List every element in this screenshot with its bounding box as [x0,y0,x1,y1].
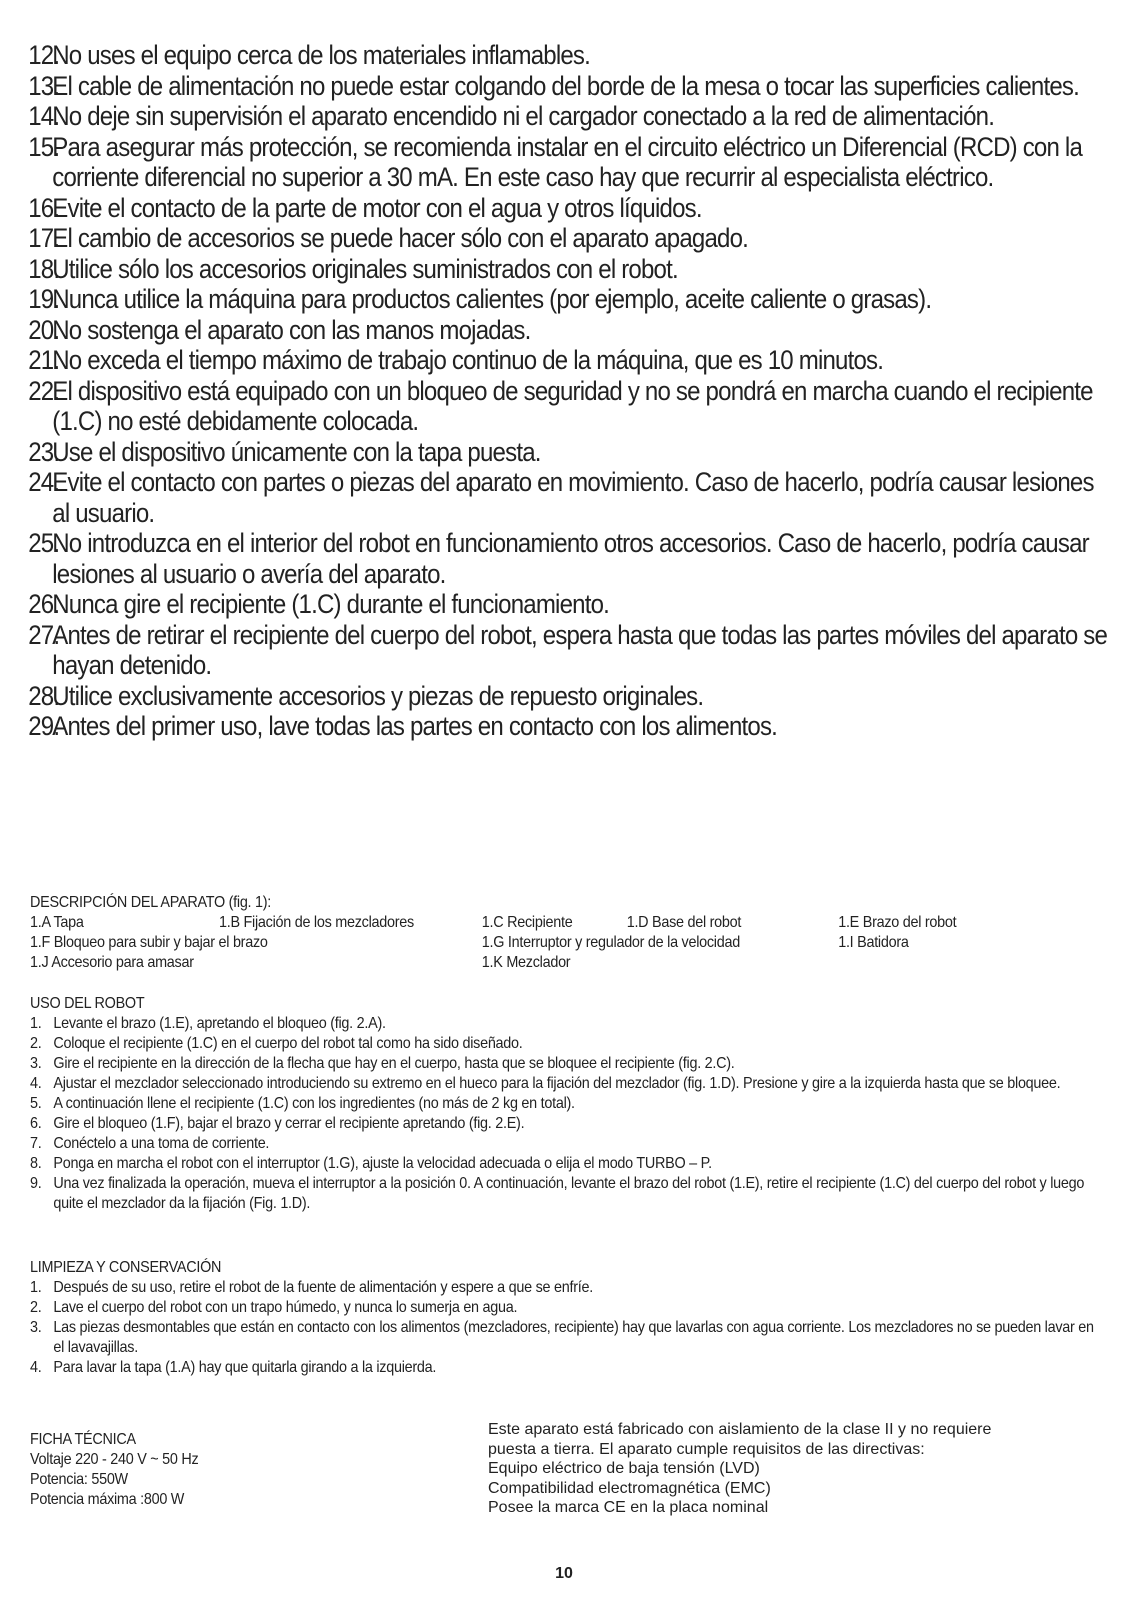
section-title: USO DEL ROBOT [30,995,145,1012]
list-item: 21. No exceda el tiempo máximo de trabajo continuo de la máquina, que es 10 minutos. [28,345,884,375]
list-item: 27. Antes de retirar el recipiente del cuerpo del robot, espera hasta que todas las partes móviles del aparato se hayan detenido. [28,619,1108,680]
list-item: 9. Una vez finalizada la operación, mueva el interruptor a la posición 0. A continuación, levante el brazo del robot (1.E), retire el recipiente (1.C) del cuerpo del robot y luego quite el mezclador da la fijación (Fig. 1.D). [30,1175,1085,1212]
list-item: 20. No sostenga el aparato con las manos mojadas. [28,314,531,345]
list-item: 29. Antes del primer uso, lave todas las partes en contacto con los alimentos. [28,711,778,741]
list-item: 18. Utilice sólo los accesorios originales suministrados con el robot. [28,253,678,284]
list-item: 28. Utilice exclusivamente accesorios y piezas de repuesto originales. [28,680,704,711]
part-label: 1.B Fijación de los mezcladores [219,914,414,931]
compliance-line: Equipo eléctrico de baja tensión (LVD) [488,1460,760,1477]
list-item: 25. No introduzca en el interior del robot en funcionamiento otros accesorios. Caso de hacerlo, podría causar lesiones al usuario o avería del aparato. [28,528,1089,589]
section-title: DESCRIPCIÓN DEL APARATO (fig. 1): [30,894,272,911]
list-item: 23. Use el dispositivo únicamente con la tapa puesta. [28,436,541,467]
parts-list [30,913,1092,975]
list-item: 22. El dispositivo está equipado con un bloqueo de seguridad y no se pondrá en marcha cuando el recipiente (1.C) no esté debidamente colocada. [28,375,1093,436]
part-label: 1.C Recipiente [481,914,573,931]
list-item: 7. Conéctelo a una toma de corriente. [30,1135,270,1152]
list-item: 17. El cambio de accesorios se puede hacer sólo con el aparato apagado. [28,223,749,253]
part-label: 1.A Tapa [30,914,84,931]
spec-line: Potencia: 550W [30,1471,128,1488]
list-item: 12. No uses el equipo cerca de los materiales inflamables. [28,40,591,70]
section-title: FICHA TÉCNICA [30,1431,136,1448]
part-label: 1.E Brazo del robot [838,914,957,931]
compliance-note [488,1420,991,1518]
list-item: 19. Nunca utilice la máquina para productos calientes (por ejemplo, aceite caliente o grasas). [28,284,932,314]
list-item: 3. Las piezas desmontables que están en contacto con los alimentos (mezcladores, recipiente) hay que lavarlas con agua corriente. Los mezcladores no se pueden lavar en el lavavajillas. [30,1319,1094,1356]
part-label: 1.K Mezclador [481,954,571,971]
list-item: 14. No deje sin supervisión el aparato encendido ni el cargador conectado a la red de alimentación. [28,101,995,131]
cleaning-section [30,1258,1106,1378]
spec-line: Potencia máxima :800 W [30,1491,185,1508]
part-label: 1.J Accesorio para amasar [30,954,194,971]
usage-section [30,994,1106,1214]
list-item: 6. Gire el bloqueo (1.F), bajar el brazo y cerrar el recipiente apretando (fig. 2.E). [30,1115,525,1132]
list-item: 2. Lave el cuerpo del robot con un trapo húmedo, y nunca lo sumerja en agua. [30,1299,518,1316]
compliance-line: puesta a tierra. El aparato cumple requisitos de las directivas: [488,1440,925,1458]
section-title: LIMPIEZA Y CONSERVACIÓN [30,1259,222,1276]
part-label: 1.I Batidora [838,934,909,951]
part-label: 1.F Bloqueo para subir y bajar el brazo [30,934,268,951]
list-item: 1. Después de su uso, retire el robot de la fuente de alimentación y espere a que se enfríe. [30,1279,593,1296]
compliance-line: Este aparato está fabricado con aislamiento de la clase II y no requiere [488,1421,992,1438]
list-item: 8. Ponga en marcha el robot con el interruptor (1.G), ajuste la velocidad adecuada o elija el modo TURBO – P. [30,1155,712,1172]
list-item: 13. El cable de alimentación no puede estar colgando del borde de la mesa o tocar las superficies calientes. [28,70,1080,101]
list-item: 16. Evite el contacto de la parte de motor con el agua y otros líquidos. [28,192,702,223]
compliance-line: Posee la marca CE en la placa nominal [488,1499,769,1516]
list-item: 24. Evite el contacto con partes o piezas del aparato en movimiento. Caso de hacerlo, podría causar lesiones al usuario. [28,467,1094,528]
list-item: 4. Para lavar la tapa (1.A) hay que quitarla girando a la izquierda. [30,1359,437,1376]
description-section [30,893,1092,975]
part-label: 1.G Interruptor y regulador de la velocidad [481,934,740,951]
list-item: 4. Ajustar el mezclador seleccionado introduciendo su extremo en el hueco para la fijación del mezclador (fig. 1.D). Presione y gire a la izquierda hasta que se bloquee. [30,1075,1061,1092]
list-item: 15. Para asegurar más protección, se recomienda instalar en el circuito eléctrico un Diferencial (RCD) con la corriente diferencial no superior a 30 mA. En este caso hay que recurrir al especialista eléctrico. [28,131,1083,192]
spec-line: Voltaje 220 - 240 V ~ 50 Hz [30,1451,199,1468]
part-label: 1.D Base del robot [626,914,742,931]
list-item: 1. Levante el brazo (1.E), apretando el bloqueo (fig. 2.A). [30,1015,386,1032]
specs-section [30,1430,198,1510]
list-item: 26. Nunca gire el recipiente (1.C) durante el funcionamiento. [28,589,610,619]
list-item: 3. Gire el recipiente en la dirección de la flecha que hay en el cuerpo, hasta que se bloquee el recipiente (fig. 2.C). [30,1055,735,1072]
compliance-line: Compatibilidad electromagnética (EMC) [488,1479,771,1497]
page-number: 10 [555,1565,573,1582]
safety-list [30,40,1116,742]
list-item: 2. Coloque el recipiente (1.C) en el cuerpo del robot tal como ha sido diseñado. [30,1035,523,1052]
list-item: 5. A continuación llene el recipiente (1.C) con los ingredientes (no más de 2 kg en total). [30,1095,575,1112]
